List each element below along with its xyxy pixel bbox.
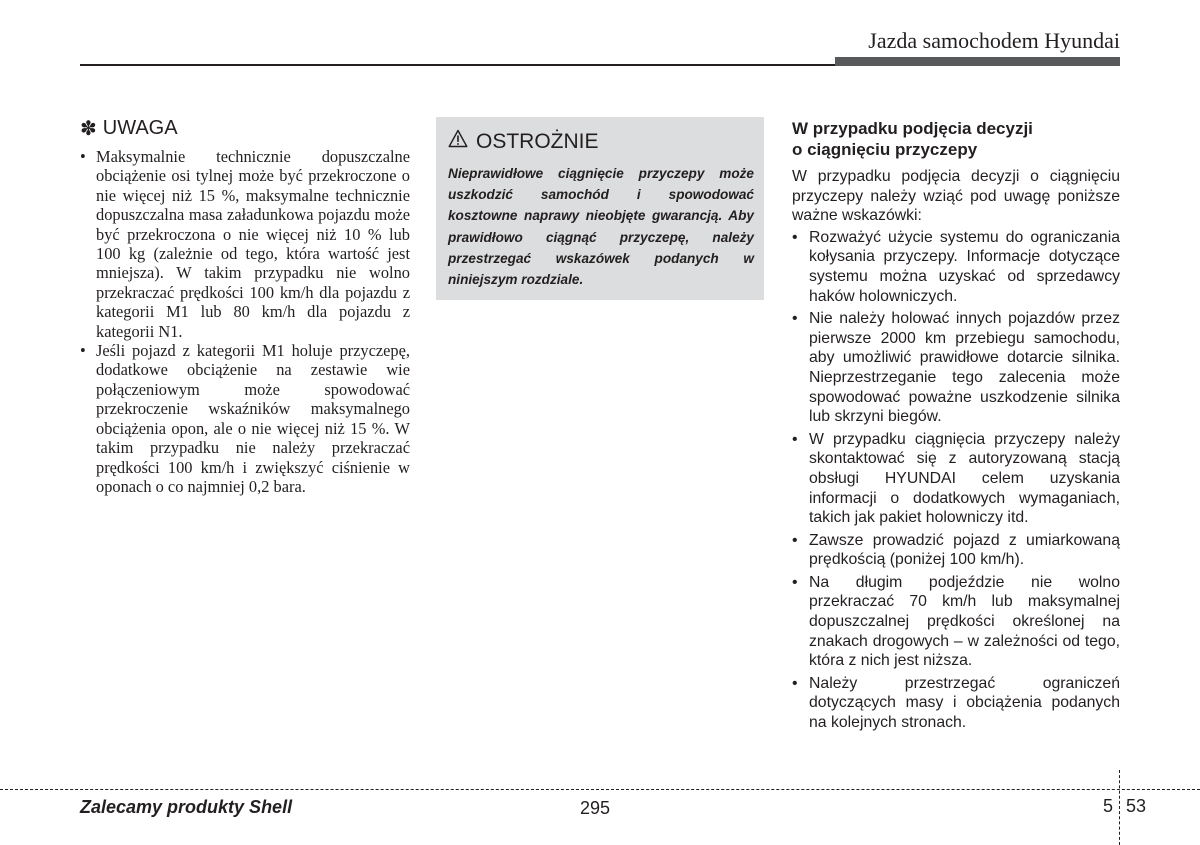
list-item: • Na długim podjeździe nie wolno przekraczać 70 km/h lub maksymalnej dopuszczalnej prędkości określonej na znakach drogowych – w zależności od tego, która z nich jest niższa. xyxy=(792,573,1120,671)
list-item: • Zawsze prowadzić pojazd z umiarkowaną prędkością (poniżej 100 km/h). xyxy=(792,531,1120,570)
list-item: • Należy przestrzegać ograniczeń dotyczących masy i obciążenia podanych na kolejnych stronach. xyxy=(792,674,1120,733)
note-section xyxy=(80,116,410,496)
caution-title xyxy=(448,129,754,154)
list-item: • Nie należy holować innych pojazdów przez pierwsze 2000 km przebiegu samochodu, aby umożliwić prawidłowe dotarcie silnika. Nieprzestrzeganie tego zalecenia może spowodować poważne uszkodzenie silnika lub skrzyni biegów. xyxy=(792,309,1120,427)
note-item: • Maksymalnie technicznie dopuszczalne obciążenie osi tylnej może być przekroczone o nie więcej niż 15 %, maksymalne technicznie dopuszczalna masa załadunkowa pojazdu może być przekroczona o nie więcej niż 10 % lub 100 kg (zależnie od tego, która wartość jest mniejsza). W takim przypadku nie wolno przekraczać prędkości 100 km/h dla pojazdu z kategorii M1 lub 80 km/h dla pojazdu z kategorii N1. xyxy=(80,147,410,341)
running-header: Jazda samochodem Hyundai xyxy=(868,28,1120,53)
section-page-number: 53 xyxy=(1126,796,1147,816)
note-item: • Jeśli pojazd z kategorii M1 holuje przyczepę, dodatkowe obciążenie na zestawie wie połączeniowym może spowodować przekroczenie wskaźników maksymalnego obciążenia opon, ale o nie więcej niż 15 %. W takim przypadku nie należy przekraczać prędkości 100 km/h i zwiększyć ciśnienie w oponach o co najmniej 0,2 bara. xyxy=(80,341,410,496)
footer-page-number: 295 xyxy=(580,798,611,818)
section-heading xyxy=(792,118,1120,160)
note-list xyxy=(80,147,410,496)
list-item: • Rozważyć użycie systemu do ograniczania kołysania przyczepy. Informacje dotyczące systemu można uzyskać od sprzedawcy haków holowniczych. xyxy=(792,228,1120,306)
chapter-number: 5 xyxy=(1103,796,1114,816)
section-intro: W przypadku podjęcia decyzji o ciągnięciu przyczepy należy wziąć pod uwagę poniższe ważne wskazówki: xyxy=(792,168,1120,225)
note-title xyxy=(80,116,410,141)
footer-rule xyxy=(0,789,1200,790)
caution-title-label: OSTROŻNIE xyxy=(476,129,599,153)
footer-slogan: Zalecamy produkty Shell xyxy=(80,797,293,817)
section-heading-line: W przypadku podjęcia decyzji xyxy=(792,119,1033,138)
towing-list xyxy=(792,228,1120,733)
caution-box xyxy=(436,117,764,300)
towing-section xyxy=(792,118,1120,736)
asterisk-icon: ✽ xyxy=(80,118,97,140)
caution-text: Nieprawidłowe ciągnięcie przyczepy może uszkodzić samochód i spowodować kosztowne naprawy nieobjęte gwarancją. Aby prawidłowo ciągnąć przyczepę, należy przestrzegać wskazówek podanych w niniejszym rozdziale. xyxy=(448,166,754,288)
footer-divider xyxy=(1119,770,1120,845)
section-heading-line: o ciągnięciu przyczepy xyxy=(792,140,978,159)
list-item: • W przypadku ciągnięcia przyczepy należy skontaktować się z autoryzowaną stacją obsługi HYUNDAI celem uzyskania informacji o dodatkowych wymaganiach, takich jak pakiet holowniczy itd. xyxy=(792,430,1120,528)
note-title-label: UWAGA xyxy=(102,117,178,139)
header-bar xyxy=(835,57,1120,66)
warning-triangle-icon xyxy=(448,129,468,154)
